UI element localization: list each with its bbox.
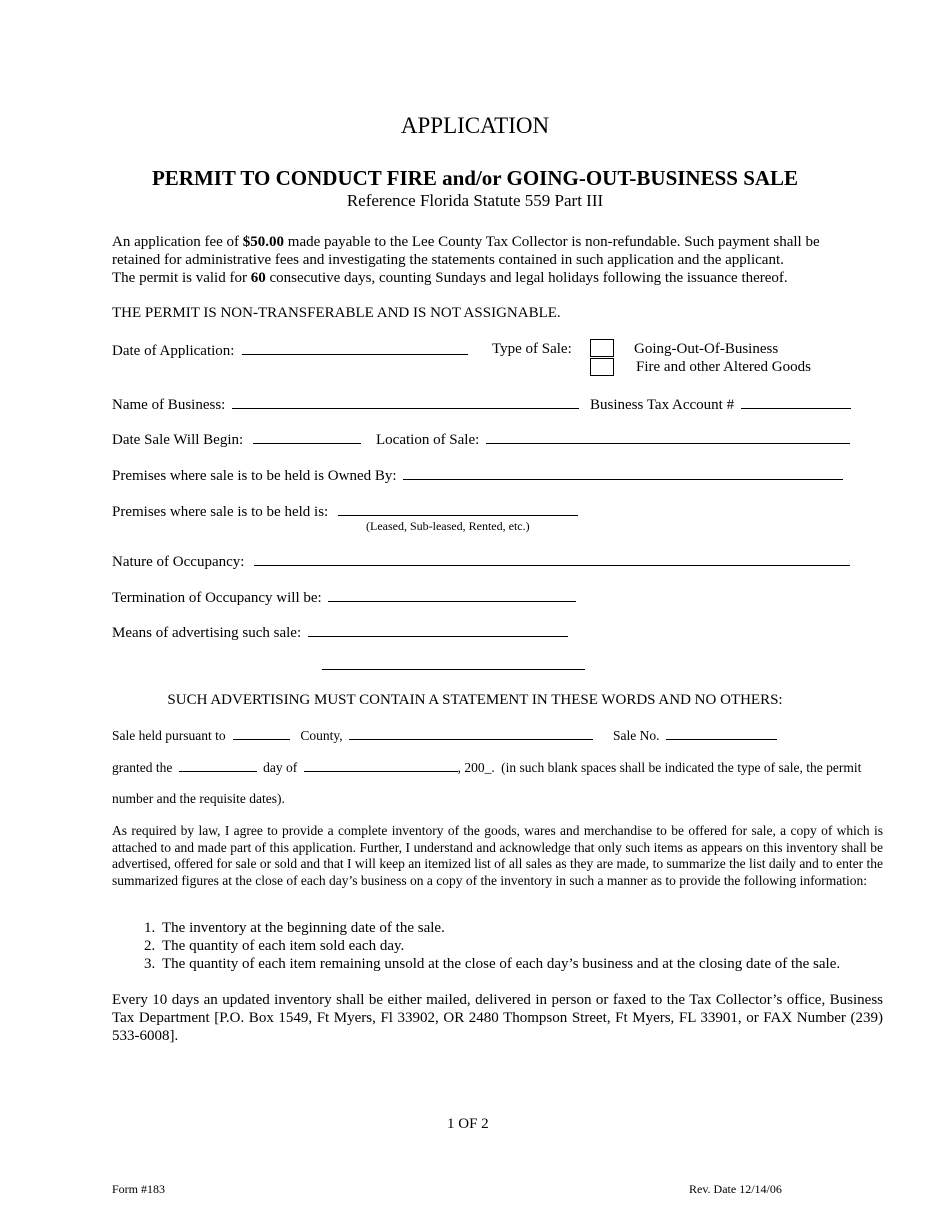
termination-label: Termination of Occupancy will be: (112, 590, 322, 606)
county-label: County, (300, 728, 343, 743)
fee-amount: $50.00 (242, 234, 285, 250)
list-item-text: The inventory at the beginning date of the sale. (162, 920, 445, 936)
date-sale-begin-field[interactable] (253, 430, 361, 444)
page-number: 1 OF 2 (447, 1116, 489, 1132)
location-of-sale-row (376, 430, 850, 449)
nature-of-occupancy-label: Nature of Occupancy: (112, 554, 245, 570)
date-of-application-label: Date of Application: (112, 343, 235, 359)
granted-note-2: number and the requisite dates). (112, 791, 285, 806)
list-item-text: The quantity of each item remaining unsold at the close of each day’s business and at the closing date of the sale. (162, 956, 841, 972)
list-item-number: 2. (144, 938, 156, 954)
fee-line-1 (112, 234, 820, 251)
inventory-agreement-paragraph: As required by law, I agree to provide a complete inventory of the goods, wares and merchandise to be offered for sale, a copy of which is attached to and made part of this application. Further, I understand and acknowledge that only such items as appears on this inventory shall be advertised, offered for sale or sold and that I will keep an itemized list of all sales as they are made, to summarize the list daily and to enter the summarized figures at the close of each day’s business on a copy of the inventory in such a manner as to provide the following information: (112, 823, 883, 888)
going-out-of-business-label: Going-Out-Of-Business (634, 341, 779, 357)
business-tax-account-field[interactable] (741, 395, 851, 409)
list-item (144, 938, 404, 955)
statute-reference: Reference Florida Statute 559 Part III (346, 191, 604, 210)
means-advertising-label: Means of advertising such sale: (112, 625, 302, 641)
list-item (144, 920, 445, 937)
validity-text-a: The permit is valid for (112, 270, 251, 286)
premises-owned-label: Premises where sale is to be held is Owned By: (112, 468, 397, 484)
validity-line (112, 270, 788, 287)
premises-held-hint: (Leased, Sub-leased, Rented, etc.) (366, 519, 530, 533)
list-item-number: 3. (144, 956, 156, 972)
premises-owned-field[interactable] (403, 466, 843, 480)
business-tax-account-row (590, 395, 851, 414)
list-item-text: The quantity of each item sold each day. (162, 938, 405, 954)
sale-held-row (112, 728, 593, 744)
list-item-number: 1. (144, 920, 156, 936)
name-of-business-label: Name of Business: (112, 397, 226, 413)
location-of-sale-label: Location of Sale: (376, 432, 480, 448)
premises-owned-row (112, 466, 843, 485)
county-blank[interactable] (349, 728, 593, 740)
going-out-of-business-checkbox[interactable] (590, 339, 614, 357)
location-of-sale-field[interactable] (486, 430, 850, 444)
sale-no-blank[interactable] (666, 728, 777, 740)
inventory-update-paragraph: Every 10 days an updated inventory shall be either mailed, delivered in person or faxed to the Tax Collector’s office, Business Tax Department [P.O. Box 1549, Ft Myers, Fl 33902, OR 2480 Thompson Street, Ft Myers, FL 33901, or FAX Number (239) 533-6008]. (112, 992, 883, 1044)
date-sale-begin-row (112, 430, 361, 449)
list-item (144, 956, 840, 973)
granted-day-blank[interactable] (179, 760, 257, 772)
validity-days: 60 (250, 270, 266, 286)
granted-note: (in such blank spaces shall be indicated the type of sale, the permit (501, 760, 862, 775)
date-sale-begin-label: Date Sale Will Begin: (112, 432, 244, 448)
fee-text-a: An application fee of (112, 234, 243, 250)
sale-no-row (613, 728, 777, 744)
termination-field[interactable] (328, 588, 576, 602)
sale-held-blank[interactable] (233, 728, 290, 740)
fire-altered-goods-checkbox[interactable] (590, 358, 614, 376)
non-transferable-notice: THE PERMIT IS NON-TRANSFERABLE AND IS NOT ASSIGNABLE. (112, 305, 561, 321)
revision-date: Rev. Date 12/14/06 (689, 1182, 782, 1196)
premises-held-field[interactable] (338, 502, 578, 516)
date-of-application-row (112, 341, 468, 360)
granted-label: granted the (112, 760, 173, 775)
form-subtitle: PERMIT TO CONDUCT FIRE and/or GOING-OUT-BUSINESS SALE (151, 166, 799, 190)
nature-of-occupancy-field[interactable] (254, 552, 850, 566)
page-title: APPLICATION (400, 113, 550, 138)
premises-held-label: Premises where sale is to be held is: (112, 504, 329, 520)
type-of-sale-label: Type of Sale: (492, 341, 572, 357)
termination-row (112, 588, 576, 607)
form-number: Form #183 (112, 1182, 166, 1196)
sale-no-label: Sale No. (613, 728, 660, 743)
name-of-business-field[interactable] (232, 395, 579, 409)
fire-altered-goods-label: Fire and other Altered Goods (636, 359, 811, 375)
means-advertising-field-2[interactable] (322, 669, 585, 670)
advertising-heading: SUCH ADVERTISING MUST CONTAIN A STATEMENT IN THESE WORDS AND NO OTHERS: (167, 692, 783, 708)
nature-of-occupancy-row (112, 552, 850, 571)
granted-month-blank[interactable] (304, 760, 458, 772)
granted-row (112, 760, 861, 776)
fee-text-b: made payable to the Lee County Tax Collector is non-refundable. Such payment shall be (284, 234, 820, 250)
means-advertising-field[interactable] (308, 623, 568, 637)
validity-text-b: consecutive days, counting Sundays and legal holidays following the issuance thereof. (265, 270, 788, 286)
fee-line-2: retained for administrative fees and investigating the statements contained in such application and the applicant. (112, 252, 784, 268)
business-tax-account-label: Business Tax Account # (590, 397, 735, 413)
day-of-label: day of (263, 760, 298, 775)
year-suffix: , 200_. (457, 760, 495, 775)
date-of-application-field[interactable] (242, 341, 468, 355)
name-of-business-row (112, 395, 579, 414)
means-advertising-row (112, 623, 568, 642)
sale-held-label: Sale held pursuant to (112, 728, 226, 743)
